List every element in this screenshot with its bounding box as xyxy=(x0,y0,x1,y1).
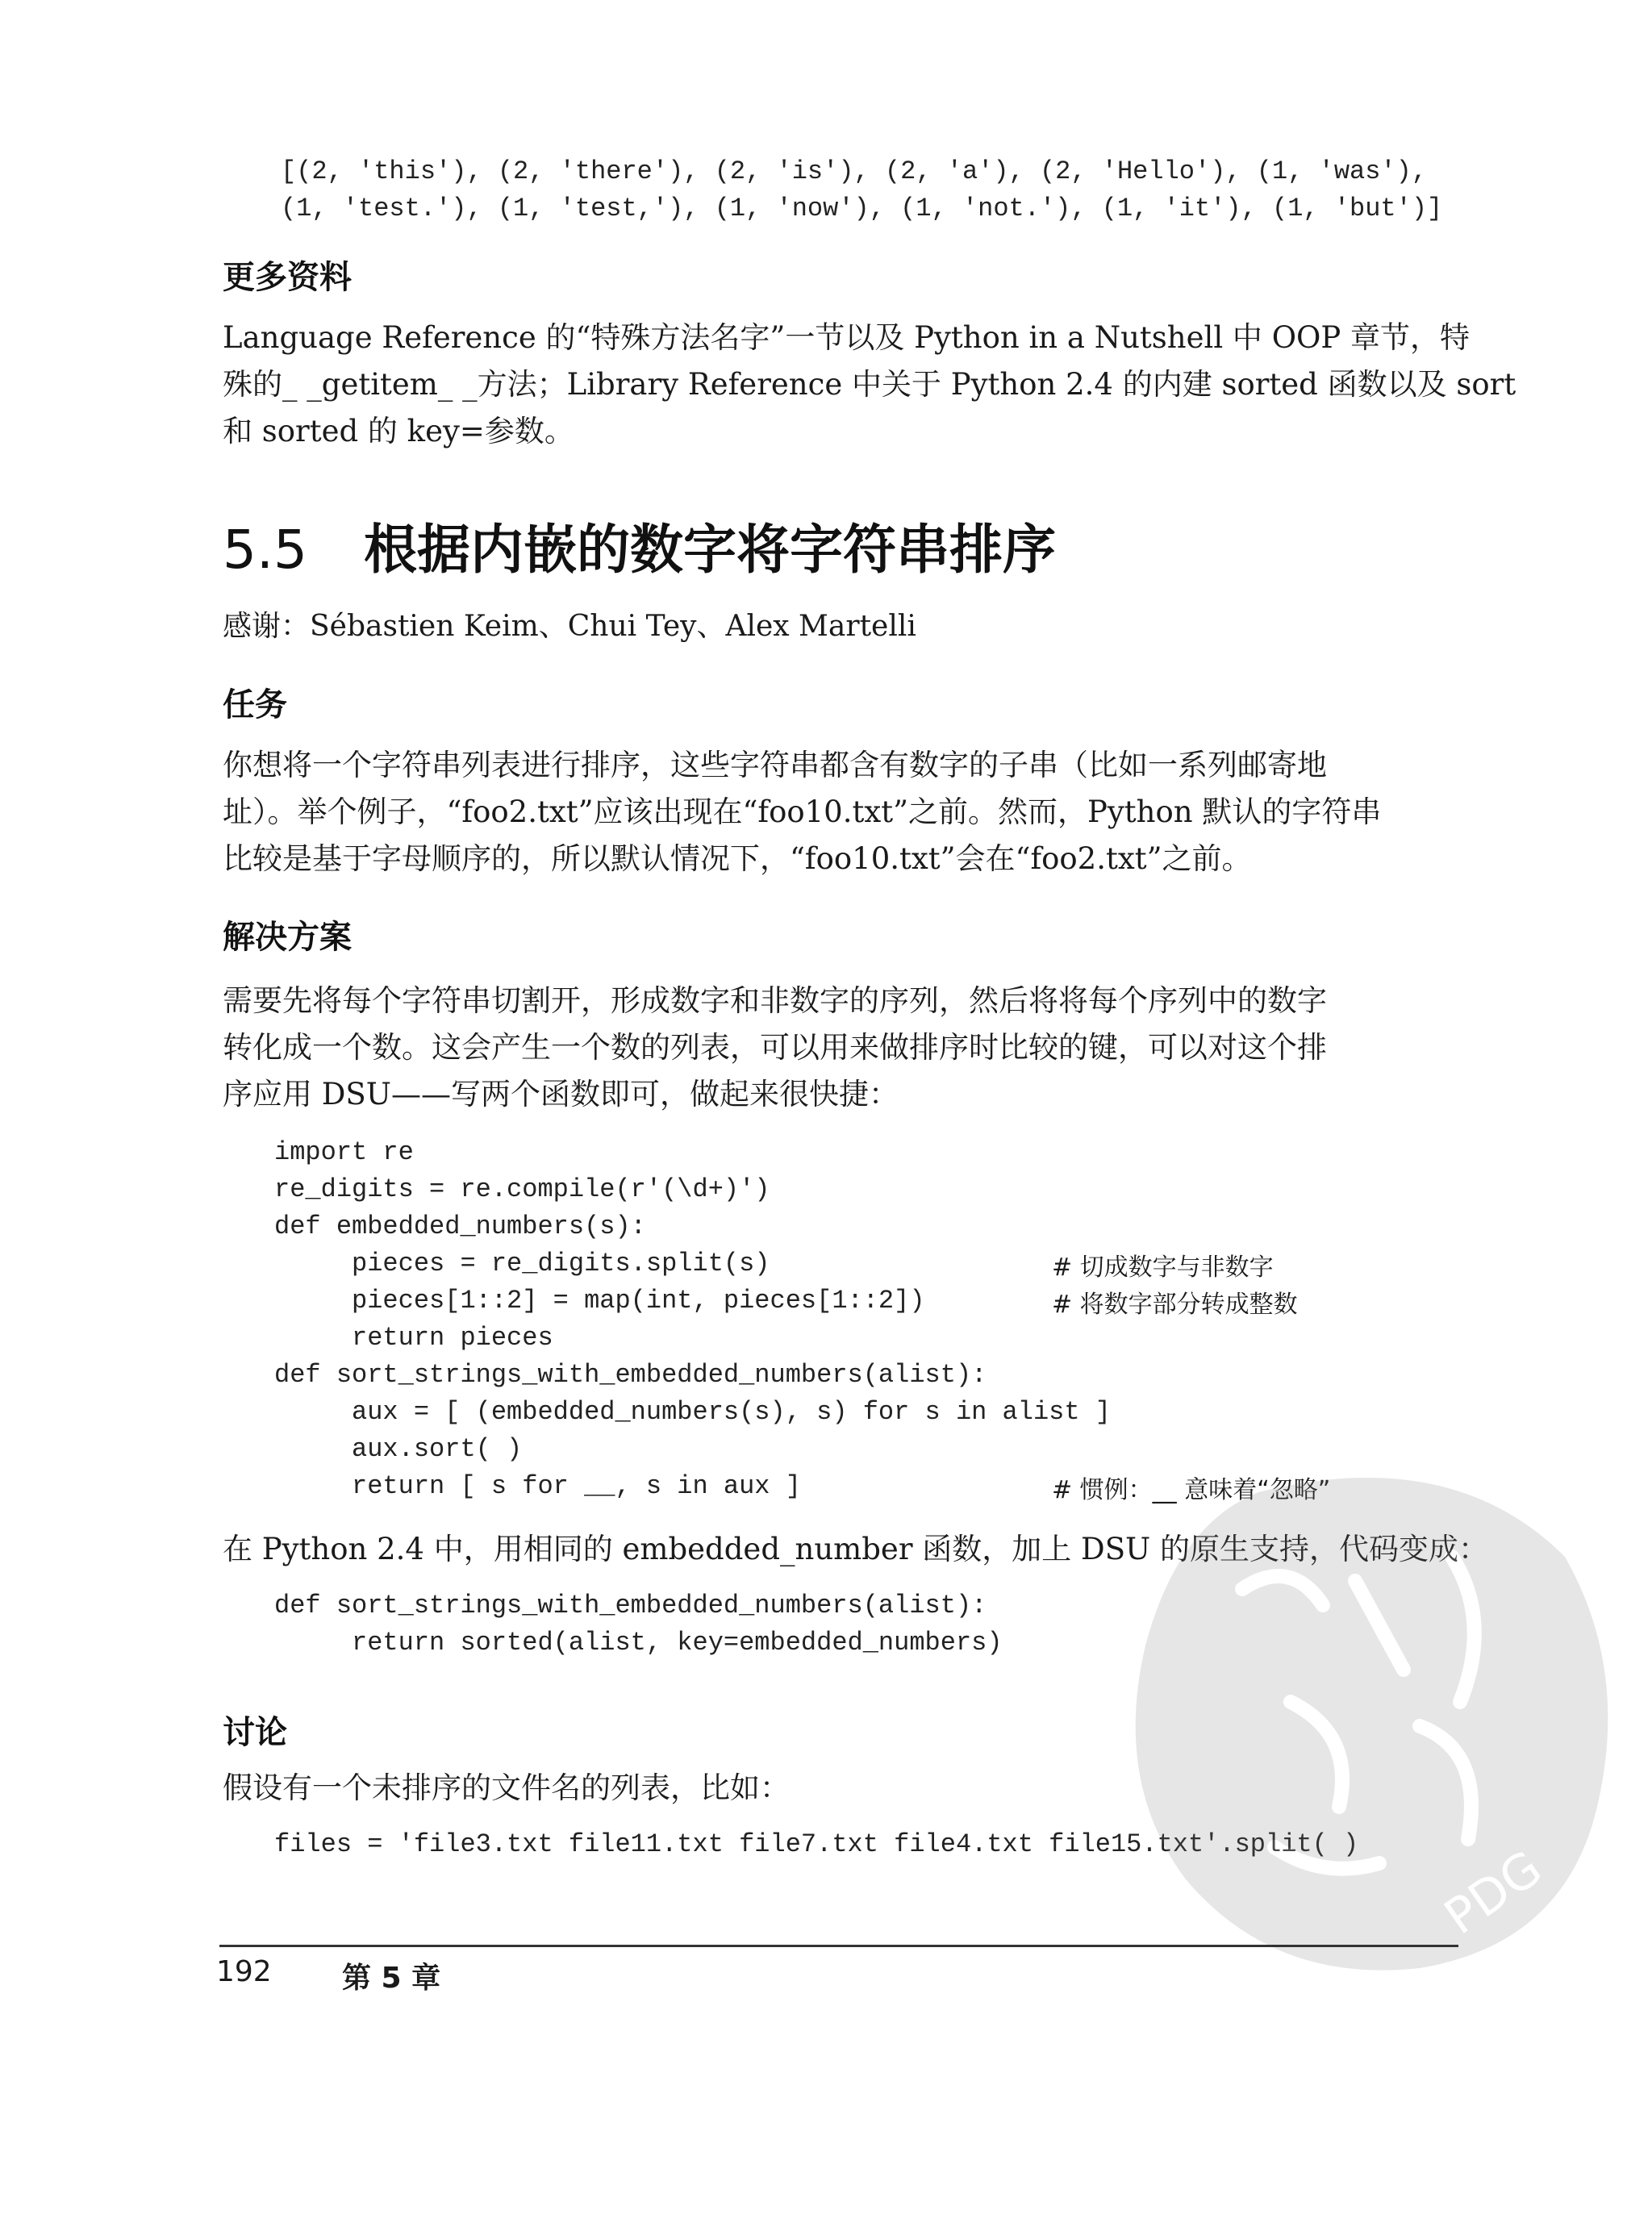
paragraph-solution xyxy=(223,978,1457,1118)
paragraph-py24: 在 Python 2.4 中，用相同的 embedded_number 函数，加上 DSU 的原生支持，代码变成： xyxy=(223,1532,1488,1566)
code-line: import re xyxy=(274,1137,414,1167)
section-title xyxy=(223,507,1056,583)
text-line: 址）。举个例子，“foo2.txt”应该出现在“foo10.txt”之前。然而，Python 默认的字符串 xyxy=(223,795,1382,829)
code-comment: # 惯例：__ 意味着“忽略” xyxy=(1052,1476,1331,1504)
paragraph-task xyxy=(223,742,1457,882)
heading-discussion: 讨论 xyxy=(223,1714,287,1751)
footer-rule xyxy=(219,1945,1458,1947)
watermark-text: PDG xyxy=(1434,1840,1553,1946)
code-block-top xyxy=(281,153,1442,227)
text-line: 殊的_ _getitem_ _方法；Library Reference 中关于 Python 2.4 的内建 sorted 函数以及 sort xyxy=(223,367,1516,402)
code-line: files = 'file3.txt file11.txt file7.txt file4.txt file15.txt'.split( ) xyxy=(274,1829,1359,1859)
code-line: [(2, 'this'), (2, 'there'), (2, 'is'), (2, 'a'), (2, 'Hello'), (1, 'was'), xyxy=(281,156,1428,186)
code-line: return sorted(alist, key=embedded_numbers) xyxy=(274,1628,1003,1658)
code-line: re_digits = re.compile(r'(\d+)') xyxy=(274,1174,770,1204)
code-line: def sort_strings_with_embedded_numbers(alist): xyxy=(274,1360,987,1390)
watermark-seal-icon xyxy=(1113,1460,1613,1976)
code-block-py24 xyxy=(274,1587,1003,1662)
code-line: pieces = re_digits.split(s) xyxy=(274,1249,770,1278)
paragraph-more-info xyxy=(223,315,1516,455)
code-line: aux.sort( ) xyxy=(274,1434,523,1464)
code-line: return pieces xyxy=(274,1323,553,1353)
text-line: 序应用 DSU——写两个函数即可，做起来很快捷： xyxy=(223,1077,899,1112)
text-line: 你想将一个字符串列表进行排序，这些字符串都含有数字的子串（比如一系列邮寄地 xyxy=(223,748,1327,782)
text-line: Language Reference 的“特殊方法名字”一节以及 Python in a Nutshell 中 OOP 章节，特 xyxy=(223,320,1471,355)
section-number: 5.5 xyxy=(223,519,307,581)
code-line: aux = [ (embedded_numbers(s), s) for s in alist ] xyxy=(274,1397,1111,1427)
page-number: 192 xyxy=(216,1955,272,1988)
text-line: 比较是基于字母顺序的，所以默认情况下，“foo10.txt”会在“foo2.txt”之前。 xyxy=(223,841,1252,876)
section-title-text: 根据内嵌的数字将字符串排序 xyxy=(363,519,1056,581)
code-line: (1, 'test.'), (1, 'test,'), (1, 'now'), (1, 'not.'), (1, 'it'), (1, 'but')] xyxy=(281,194,1443,223)
code-line: return [ s for __, s in aux ] xyxy=(274,1471,801,1501)
code-line: pieces[1::2] = map(int, pieces[1::2]) xyxy=(274,1286,925,1316)
code-line: def sort_strings_with_embedded_numbers(alist): xyxy=(274,1591,987,1620)
heading-solution: 解决方案 xyxy=(223,919,352,956)
text-line: 需要先将每个字符串切割开，形成数字和非数字的序列，然后将将每个序列中的数字 xyxy=(223,983,1327,1018)
code-comment: # 将数字部分转成整数 xyxy=(1052,1291,1298,1319)
credits-line: 感谢：Sébastien Keim、Chui Tey、Alex Martelli xyxy=(223,610,916,643)
code-line: def embedded_numbers(s): xyxy=(274,1212,646,1241)
code-block-main xyxy=(274,1134,1111,1505)
text-line: 转化成一个数。这会产生一个数的列表，可以用来做排序时比较的键，可以对这个排 xyxy=(223,1030,1327,1065)
heading-task: 任务 xyxy=(223,686,287,724)
code-comment: # 切成数字与非数字 xyxy=(1052,1253,1274,1282)
heading-more-info: 更多资料 xyxy=(223,259,352,296)
paragraph-discussion: 假设有一个未排序的文件名的列表，比如： xyxy=(223,1770,790,1805)
text-line: 和 sorted 的 key=参数。 xyxy=(223,414,574,448)
chapter-label: 第 5 章 xyxy=(342,1962,441,1995)
